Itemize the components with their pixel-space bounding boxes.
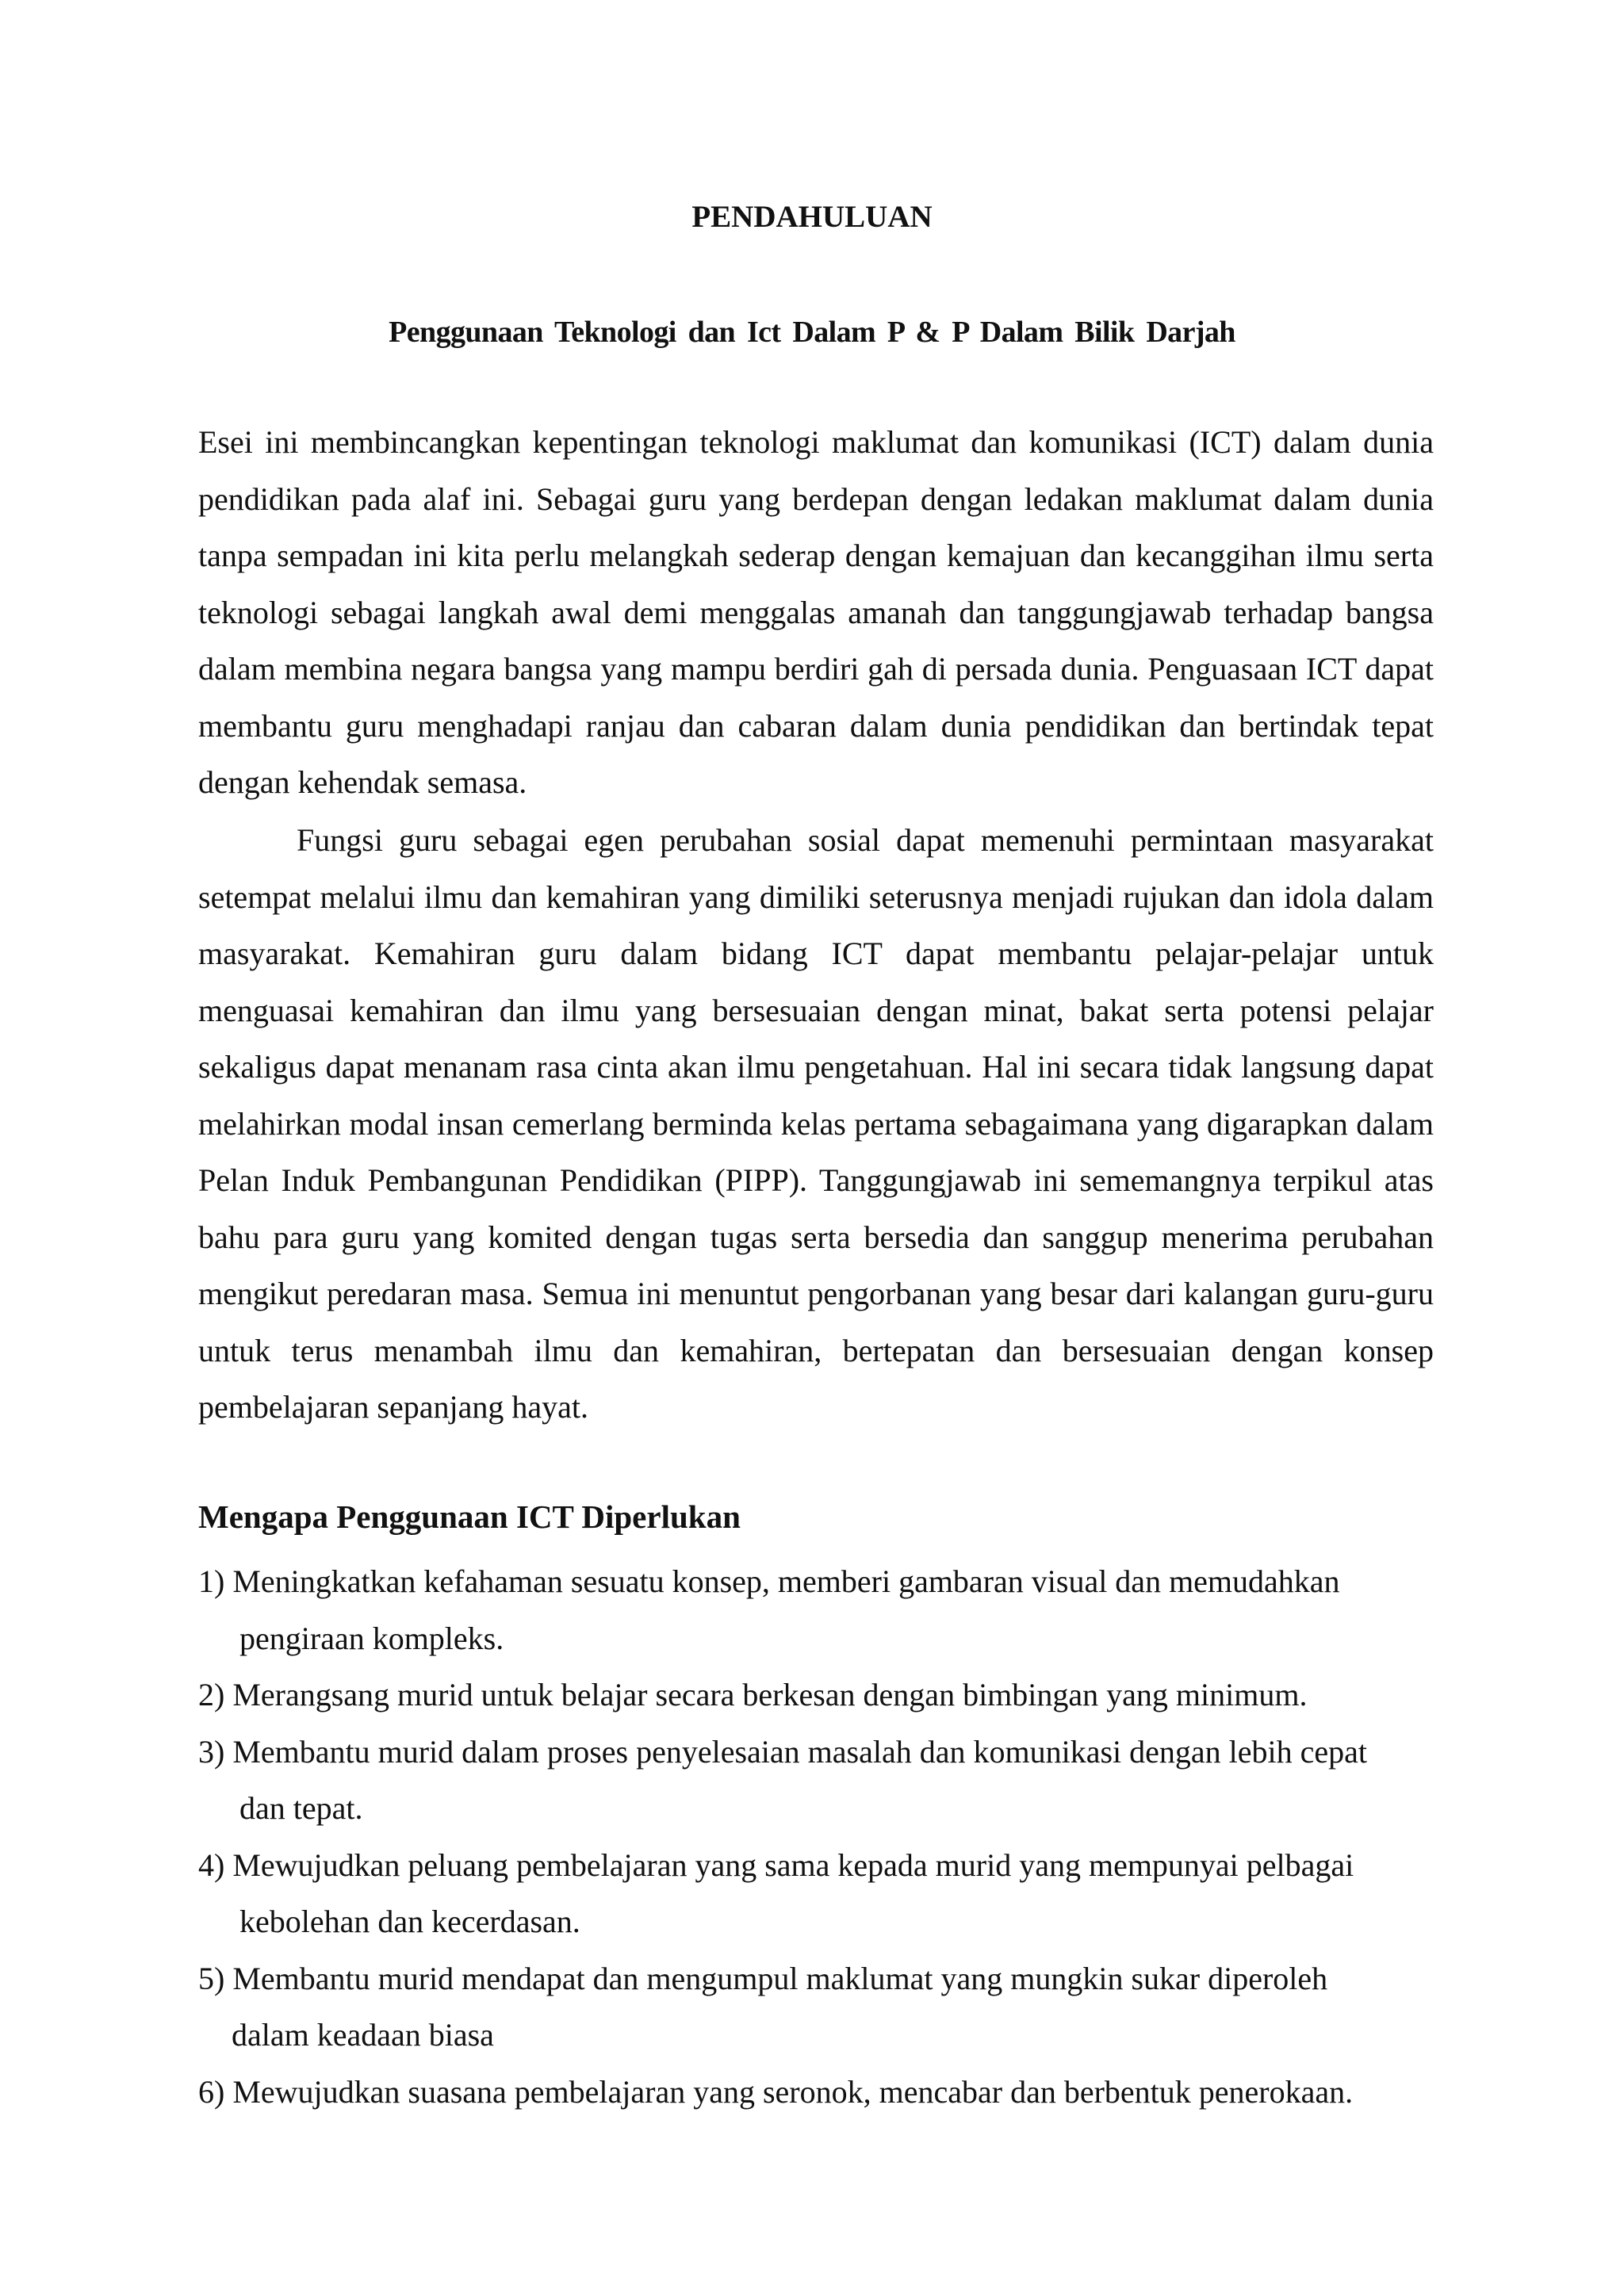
intro-paragraph: Esei ini membincangkan kepentingan teknologi maklumat dan komunikasi (ICT) dalam dunia pendidikan pada alaf ini. Sebagai guru yang berdepan dengan ledakan maklumat dalam dunia tanpa sempadan ini kita perlu melangkah sederap dengan kemajuan dan kecanggihan ilmu serta teknologi sebagai langkah awal demi menggalas amanah dan tanggungjawab terhadap bangsa dalam membina negara bangsa yang mampu berdiri gah di persada dunia. Penguasaan ICT dapat membantu guru menghadapi ranjau dan cabaran dalam dunia pendidikan dan bertindak tepat dengan kehendak semasa. xyxy=(198,424,1434,800)
document-title: PENDAHULUAN xyxy=(691,200,933,234)
list-item-continuation: dan tepat. xyxy=(239,1790,363,1826)
reasons-list xyxy=(198,1553,1467,2120)
list-item-5 xyxy=(198,1950,1467,2064)
list-item-continuation: kebolehan dan kecerdasan. xyxy=(239,1904,580,1939)
list-item-1 xyxy=(198,1553,1467,1667)
section-heading: Mengapa Penggunaan ICT Diperlukan xyxy=(198,1498,741,1535)
document-subtitle: Penggunaan Teknologi dan Ict Dalam P & P Dalam Bilik Darjah xyxy=(389,316,1235,349)
list-item-text: 4) Mewujudkan peluang pembelajaran yang sama kepada murid yang mempunyai pelbagai xyxy=(198,1846,1354,1883)
list-item-text: 3) Membantu murid dalam proses penyelesaian masalah dan komunikasi dengan lebih cepat xyxy=(198,1733,1368,1770)
list-item-continuation: pengiraan kompleks. xyxy=(239,1620,504,1656)
list-item-3 xyxy=(198,1724,1467,1837)
list-item-6 xyxy=(198,2064,1467,2121)
list-item-continuation: dalam keadaan biasa xyxy=(232,2017,494,2053)
list-item-text: 6) Mewujudkan suasana pembelajaran yang seronok, mencabar dan berbentuk penerokaan. xyxy=(198,2073,1354,2110)
list-item-text: 5) Membantu murid mendapat dan mengumpul maklumat yang mungkin sukar diperoleh xyxy=(198,1960,1328,1996)
list-item-text: 2) Merangsang murid untuk belajar secara berkesan dengan bimbingan yang minimum. xyxy=(198,1677,1308,1712)
list-item-2 xyxy=(198,1667,1467,1724)
body-paragraph: Fungsi guru sebagai egen perubahan sosial dapat memenuhi permintaan masyarakat setempat melalui ilmu dan kemahiran yang dimiliki seterusnya menjadi rujukan dan idola dalam masyarakat. Kemahiran guru dalam bidang ICT dapat membantu pelajar-pelajar untuk menguasai kemahiran dan ilmu yang bersesuaian dengan minat, bakat serta potensi pelajar sekaligus dapat menanam rasa cinta akan ilmu pengetahuan. Hal ini secara tidak langsung dapat melahirkan modal insan cemerlang berminda kelas pertama sebagaimana yang digarapkan dalam Pelan Induk Pembangunan Pendidikan (PIPP). Tanggungjawab ini sememangnya terpikul atas bahu para guru yang komited dengan tugas serta bersedia dan sanggup menerima perubahan mengikut peredaran masa. Semua ini menuntut pengorbanan yang besar dari kalangan guru-guru untuk terus menambah ilmu dan kemahiran, bertepatan dan bersesuaian dengan konsep pembelajaran sepanjang hayat. xyxy=(198,822,1434,1425)
list-item-4 xyxy=(198,1837,1467,1950)
list-item-text: 1) Meningkatkan kefahaman sesuatu konsep, memberi gambaran visual dan memudahkan xyxy=(198,1563,1340,1599)
